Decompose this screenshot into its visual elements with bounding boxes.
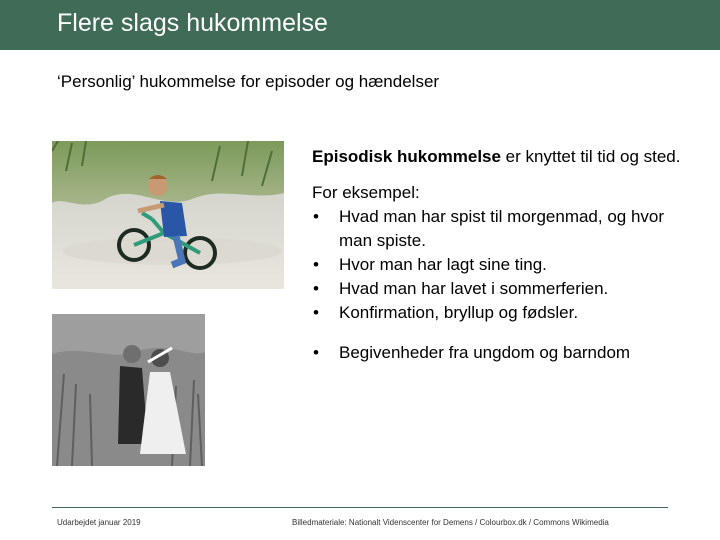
extra-bullet-list [312, 341, 692, 365]
child-on-bicycle-image [52, 141, 284, 289]
bullet-icon: • [313, 255, 319, 274]
intro-paragraph [312, 145, 692, 169]
child-on-bicycle-photo [52, 141, 284, 289]
intro-text: er knyttet til tid og sted. [500, 147, 681, 166]
wedding-couple-image [52, 314, 205, 466]
bullet-item [312, 301, 692, 325]
bullet-item [312, 341, 692, 365]
wedding-couple-photo [52, 314, 205, 466]
footer-date: Udarbejdet januar 2019 [57, 518, 141, 527]
bullet-text: Hvad man har lavet i sommerferien. [339, 279, 609, 298]
title-bar [0, 0, 720, 50]
slide-title: Flere slags hukommelse [57, 9, 328, 37]
bullet-item [312, 277, 692, 301]
bullet-icon: • [313, 279, 319, 298]
example-bullet-list [312, 205, 692, 325]
bullet-icon: • [313, 207, 319, 226]
footer-credits: Billedmateriale: Nationalt Videnscenter for Demens / Colourbox.dk / Commons Wikimedia [292, 518, 609, 527]
intro-term: Episodisk hukommelse [312, 147, 501, 166]
bullet-icon: • [313, 343, 319, 362]
slide-body [312, 145, 692, 365]
bullet-text: Hvor man har lagt sine ting. [339, 255, 547, 274]
slide-subtitle: ‘Personlig’ hukommelse for episoder og hændelser [57, 72, 440, 91]
example-heading: For eksempel: [312, 183, 420, 202]
bullet-text: Konfirmation, bryllup og fødsler. [339, 303, 579, 322]
bullet-icon: • [313, 303, 319, 322]
bullet-item [312, 205, 692, 253]
bullet-text: Hvad man har spist til morgenmad, og hvor man spiste. [339, 207, 665, 250]
footer-divider [52, 507, 668, 508]
bullet-item [312, 253, 692, 277]
bullet-text: Begivenheder fra ungdom og barndom [339, 343, 631, 362]
